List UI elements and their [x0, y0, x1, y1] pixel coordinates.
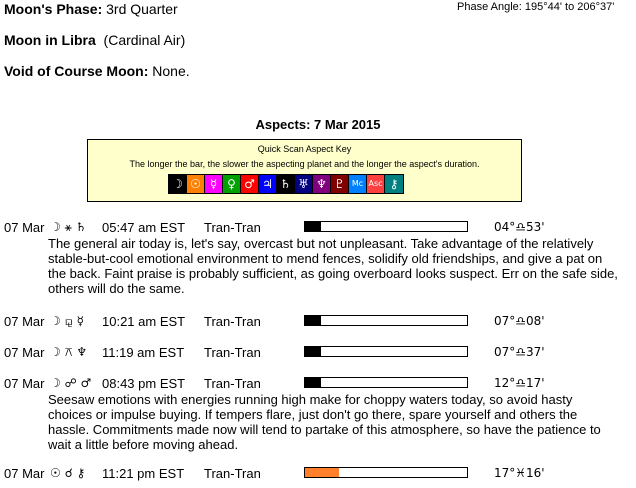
- aspect-time: 11:21 pm EST: [102, 466, 185, 481]
- duration-bar-fill: [305, 378, 321, 387]
- aspect-date: 07 Mar: [4, 376, 45, 391]
- aspect-time: 10:21 am EST: [102, 314, 186, 329]
- aspect-date: 07 Mar: [4, 466, 45, 481]
- aspect-row: [0, 220, 636, 236]
- aspect-key-box: [87, 139, 522, 202]
- phase-angle: Phase Angle: 195°44' to 206°37': [457, 1, 615, 13]
- aspect-description: The general air today is, let's say, overcast but not unpleasant. Take advantage of the relatively stable-but-cool emotional environment to mend fences, solidify old friendships, and give a pat on the back. Faint praise is probably sufficient, as going overboard looks suspect. Err on the safe side, others will do the same.: [48, 236, 618, 296]
- aspect-key-description: The longer the bar, the slower the aspecting planet and the longer the aspect's duration.: [129, 159, 480, 169]
- aspect-row: [0, 345, 636, 361]
- neptune-glyph-icon: ♆: [313, 175, 331, 193]
- void-of-course: [4, 63, 190, 79]
- duration-bar: [304, 467, 468, 478]
- saturn-glyph-icon: ♄: [277, 175, 295, 193]
- duration-bar: [304, 315, 468, 326]
- jupiter-glyph-icon: ♃: [259, 175, 277, 193]
- aspect-symbols: ☽ ☍ ♂: [50, 376, 92, 390]
- moon-phase-value: 3rd Quarter: [106, 1, 178, 17]
- aspect-time: 11:19 am EST: [102, 345, 185, 360]
- moon-phase: [4, 1, 178, 17]
- duration-bar-fill: [305, 222, 321, 231]
- aspect-time: 08:43 pm EST: [102, 376, 186, 391]
- aspect-type: Tran-Tran: [204, 314, 261, 329]
- aspects-title: Aspects: 7 Mar 2015: [255, 117, 381, 132]
- aspect-type: Tran-Tran: [204, 376, 261, 391]
- aspect-position: 07°♎08': [494, 314, 545, 328]
- void-label: Void of Course Moon:: [4, 63, 149, 79]
- duration-bar-fill: [305, 468, 339, 477]
- uranus-glyph-icon: ♅: [295, 175, 313, 193]
- aspect-time: 05:47 am EST: [102, 220, 186, 235]
- aspect-key-title: Quick Scan Aspect Key: [257, 144, 352, 154]
- sun-glyph-icon: ☉: [187, 175, 205, 193]
- pluto-glyph-icon: ♇: [331, 175, 349, 193]
- aspect-type: Tran-Tran: [204, 345, 261, 360]
- aspect-date: 07 Mar: [4, 220, 45, 235]
- aspect-key-glyphs: [168, 174, 404, 194]
- aspect-position: 17°♓16': [494, 466, 545, 480]
- moon-glyph-icon: ☽: [169, 175, 187, 193]
- aspect-description: Seesaw emotions with energies running high make for choppy waters today, so avoid hasty choices or impulse buying. If tempers flare, just don't go there, spare yourself and others the hassle. Commitments made now will tend to partake of this atmosphere, so have the patience to wait a little before moving ahead.: [48, 392, 601, 452]
- aspect-symbols: ☽ ⚹ ♄: [50, 220, 87, 234]
- aspect-date: 07 Mar: [4, 314, 45, 329]
- aspect-position: 12°♎17': [494, 376, 545, 390]
- aspect-type: Tran-Tran: [204, 220, 261, 235]
- mercury-glyph-icon: ☿: [205, 175, 223, 193]
- aspect-type: Tran-Tran: [204, 466, 261, 481]
- aspect-symbols: ☽ ⚻ ♆: [50, 345, 88, 359]
- moon-sign-detail: (Cardinal Air): [103, 32, 186, 48]
- moon-sign-label: Moon in Libra: [4, 32, 96, 48]
- venus-glyph-icon: ♀: [223, 175, 241, 193]
- aspect-position: 07°♎37': [494, 345, 545, 359]
- moon-phase-label: Moon's Phase:: [4, 1, 103, 17]
- aspect-symbols: ☽ ⚼ ☿: [50, 314, 85, 328]
- mars-glyph-icon: ♂: [241, 175, 259, 193]
- void-value: None.: [152, 63, 190, 79]
- moon-sign: [4, 32, 185, 48]
- aspect-symbols: ☉ ☌ ⚷: [50, 466, 86, 480]
- aspect-row: [0, 466, 636, 482]
- aspect-position: 04°♎53': [494, 220, 545, 234]
- duration-bar: [304, 377, 468, 388]
- midheaven-glyph-icon: Mc: [349, 175, 367, 193]
- aspect-row: [0, 376, 636, 392]
- aspect-row: [0, 314, 636, 330]
- chiron-glyph-icon: ⚷: [385, 175, 403, 193]
- duration-bar: [304, 221, 468, 232]
- duration-bar-fill: [305, 316, 321, 325]
- aspect-date: 07 Mar: [4, 345, 45, 360]
- duration-bar: [304, 346, 468, 357]
- ascendant-glyph-icon: Asc: [367, 175, 385, 193]
- duration-bar-fill: [305, 347, 321, 356]
